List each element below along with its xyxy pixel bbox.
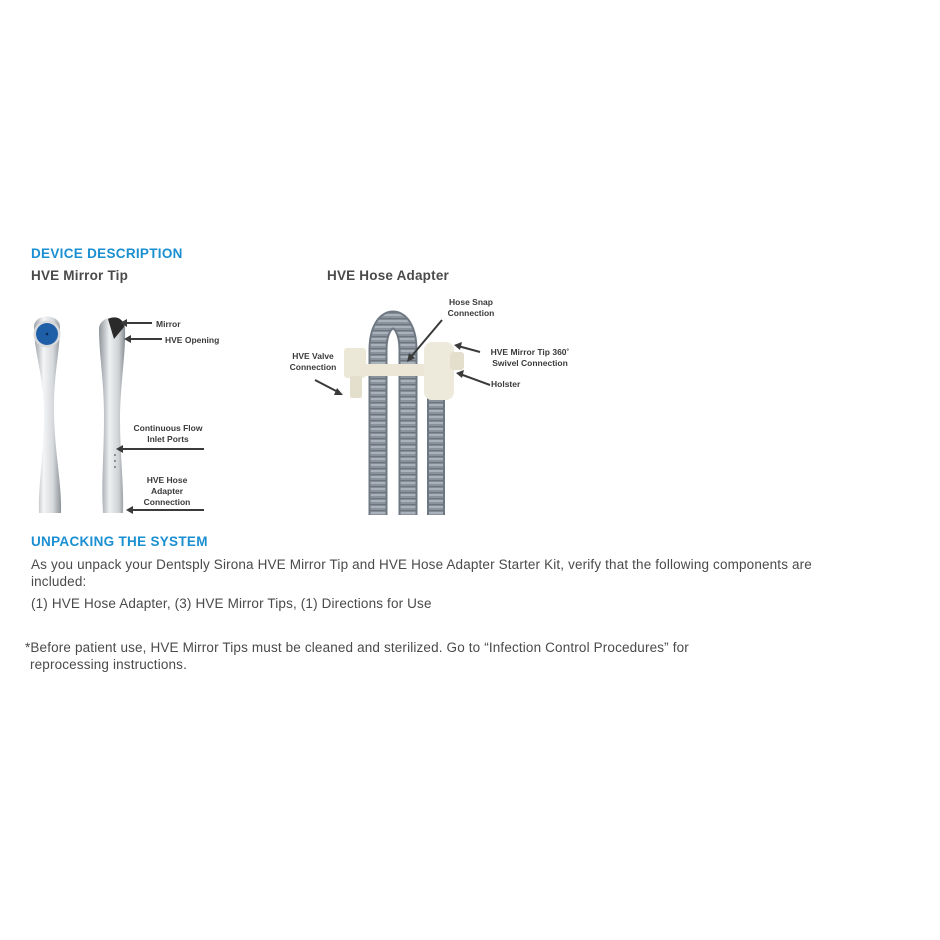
- sterilization-footnote: *Before patient use, HVE Mirror Tips must be cleaned and sterilized. Go to “Infection Control Procedures” for reprocessing instructions.: [25, 640, 689, 672]
- mirror-tip-front-view: [34, 317, 62, 514]
- mirror-tip-side-view: [99, 317, 125, 513]
- callout-hose-snap: Hose Snap Connection: [447, 297, 495, 318]
- hose-adapter-title: HVE Hose Adapter: [327, 268, 449, 283]
- callout-hose-adapter-connection: HVE Hose Adapter Connection: [143, 475, 191, 507]
- unpacking-intro: As you unpack your Dentsply Sirona HVE Mirror Tip and HVE Hose Adapter Starter Kit, verify that the following components are included:: [31, 557, 812, 589]
- hose-adapter-illustration: [280, 290, 590, 520]
- device-description-heading: DEVICE DESCRIPTION: [31, 246, 183, 261]
- components-list: (1) HVE Hose Adapter, (3) HVE Mirror Tips, (1) Directions for Use: [31, 596, 432, 611]
- mirror-tip-title: HVE Mirror Tip: [31, 268, 129, 283]
- callout-continuous-flow: Continuous Flow Inlet Ports: [133, 423, 203, 444]
- callout-holster: Holster: [491, 379, 521, 389]
- unpacking-heading: UNPACKING THE SYSTEM: [31, 534, 208, 549]
- callout-hve-opening: HVE Opening: [165, 335, 220, 345]
- callout-swivel-connection: HVE Mirror Tip 360˚ Swivel Connection: [490, 347, 570, 368]
- callout-hve-valve: HVE Valve Connection: [289, 351, 337, 372]
- callout-mirror: Mirror: [156, 319, 181, 329]
